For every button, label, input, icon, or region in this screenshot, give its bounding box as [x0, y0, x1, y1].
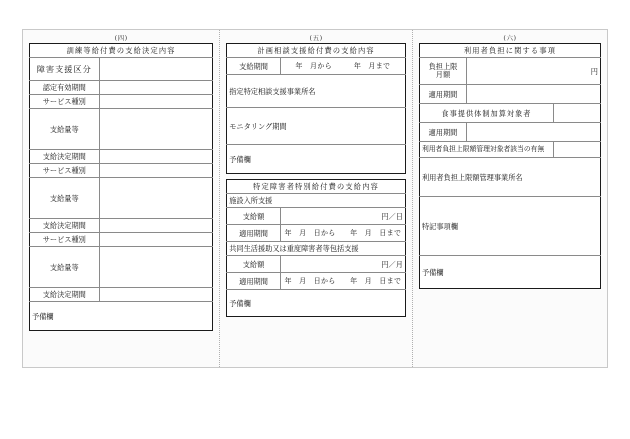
unit-yen: 円 [590, 66, 598, 76]
label-tekiyo-kikan-six-2: 適用期間 [419, 123, 466, 142]
label-yobiran-six[interactable]: 予備欄 [419, 256, 600, 289]
panel-four-title: 訓練等給付費の支給決定内容 [30, 44, 213, 58]
value-tekiyo-kikan-six-1[interactable] [467, 85, 601, 104]
table-row [30, 288, 213, 302]
unit-yen-per-day: 円／日 [381, 211, 403, 221]
value-shikyu-kettei-1[interactable] [99, 150, 213, 164]
panel-four [23, 30, 219, 367]
label-shikyuryo-1: 支給量等 [30, 109, 100, 150]
value-shikyuryo-1[interactable] [99, 109, 213, 150]
table-row [419, 104, 600, 123]
table-row [30, 178, 213, 219]
table-row [30, 302, 213, 331]
table-row [227, 145, 406, 174]
label-shikyu-kettei-2: 支給決定期間 [30, 219, 100, 233]
panel-four-number: (四) [114, 34, 128, 42]
panel-six-number: (六) [503, 34, 517, 42]
special-benefit-title: 特定障害者特別給付費の支給内容 [227, 180, 406, 194]
table-row [227, 108, 406, 145]
futan-joge-line2: 月額 [435, 70, 451, 79]
label-nintei-yuko-kikan: 認定有効期間 [30, 81, 100, 95]
table-row [30, 109, 213, 150]
table-row [419, 44, 600, 58]
tekiyo-kikan-date-template-a: 年 月 日から 年 月 日まで [284, 228, 402, 237]
value-tekiyo-kikan-a[interactable] [280, 225, 405, 242]
table-row [419, 142, 600, 158]
tekiyo-kikan-date-template-b: 年 月 日から 年 月 日まで [284, 276, 402, 285]
panel-five [219, 30, 412, 367]
value-tekiyo-kikan-six-2[interactable] [467, 123, 601, 142]
value-shikyugaku-b[interactable] [280, 256, 405, 273]
table-row [30, 81, 213, 95]
label-shikyugaku-a: 支給額 [227, 208, 281, 225]
label-kyodo-seikatsu-enjo: 共同生活援助又は重度障害者等包括支援 [227, 242, 406, 256]
value-joge-kanri-gaitou[interactable] [553, 142, 600, 158]
label-tekiyo-kikan-six-1: 適用期間 [419, 85, 466, 104]
table-row [227, 242, 406, 256]
special-benefit-table [226, 179, 406, 317]
table-row [419, 158, 600, 197]
label-shikyugaku-b: 支給額 [227, 256, 281, 273]
table-row [227, 290, 406, 317]
shikyu-kikan-date-template: 年 月から 年 月まで [295, 61, 391, 70]
table-row [30, 233, 213, 247]
label-service-shubetsu-3: サービス種別 [30, 233, 100, 247]
panel-five-number: (五) [309, 34, 323, 42]
label-shikyuryo-3: 支給量等 [30, 247, 100, 288]
user-burden-table [419, 43, 601, 289]
panel-five-title: 計画相談支援給付費の支給内容 [227, 44, 406, 58]
label-service-shubetsu-1: サービス種別 [30, 95, 100, 109]
value-service-shubetsu-1[interactable] [99, 95, 213, 109]
table-row [227, 180, 406, 194]
value-shogai-shien-kubun[interactable] [99, 58, 213, 81]
label-shitei-tokutei-sodan[interactable]: 指定特定相談支援事業所名 [227, 75, 406, 108]
table-row [30, 219, 213, 233]
table-row [227, 208, 406, 225]
value-shikyu-kettei-2[interactable] [99, 219, 213, 233]
futan-joge-line1: 負担上限 [428, 61, 458, 71]
training-benefit-table [29, 43, 213, 331]
table-row [227, 58, 406, 75]
label-shikyu-kikan: 支給期間 [227, 58, 281, 75]
label-shokuji-teikyo: 食事提供体制加算対象者 [419, 104, 553, 123]
table-row [30, 95, 213, 109]
unit-yen-per-month: 円／月 [381, 259, 403, 269]
table-row [419, 85, 600, 104]
table-row [227, 273, 406, 290]
label-joge-kanri-gaitou: 利用者負担上限額管理対象者該当の有無 [419, 142, 553, 158]
table-row [227, 194, 406, 208]
label-monitoring-kikan[interactable]: モニタリング期間 [227, 108, 406, 145]
table-row [30, 164, 213, 178]
label-tokki-jiko-ran[interactable]: 特記事項欄 [419, 197, 600, 256]
label-yobiran-five-sub[interactable]: 予備欄 [227, 290, 406, 317]
label-service-shubetsu-2: サービス種別 [30, 164, 100, 178]
value-tekiyo-kikan-b[interactable] [280, 273, 405, 290]
label-joge-kanri-jigyosho[interactable]: 利用者負担上限額管理事業所名 [419, 158, 600, 197]
plan-consult-benefit-table [226, 43, 406, 174]
value-nintei-yuko-kikan[interactable] [99, 81, 213, 95]
table-row [419, 256, 600, 289]
label-futan-joge-getsugaku [419, 58, 466, 85]
label-shogai-shien-kubun: 障害支援区分 [30, 58, 100, 81]
value-shikyuryo-2[interactable] [99, 178, 213, 219]
value-futan-joge-getsugaku[interactable] [467, 58, 601, 85]
panel-six [412, 30, 607, 367]
label-tekiyo-kikan-b: 適用期間 [227, 273, 281, 290]
label-shikyuryo-2: 支給量等 [30, 178, 100, 219]
table-row [227, 44, 406, 58]
table-row [419, 123, 600, 142]
table-row [30, 58, 213, 81]
value-shikyu-kettei-3[interactable] [99, 288, 213, 302]
table-row [30, 44, 213, 58]
value-service-shubetsu-3[interactable] [99, 233, 213, 247]
table-row [30, 150, 213, 164]
table-row [419, 197, 600, 256]
label-tekiyo-kikan-a: 適用期間 [227, 225, 281, 242]
table-row [419, 58, 600, 85]
value-shikyugaku-a[interactable] [280, 208, 405, 225]
value-shokuji-teikyo[interactable] [553, 104, 600, 123]
table-row [227, 75, 406, 108]
table-row [227, 256, 406, 273]
label-yobiran-five[interactable]: 予備欄 [227, 145, 406, 174]
label-shikyu-kettei-3: 支給決定期間 [30, 288, 100, 302]
table-row [30, 247, 213, 288]
form-sheet [22, 29, 608, 368]
label-shikyu-kettei-1: 支給決定期間 [30, 150, 100, 164]
panel-six-title: 利用者負担に関する事項 [419, 44, 600, 58]
value-shikyu-kikan[interactable] [280, 58, 405, 75]
value-service-shubetsu-2[interactable] [99, 164, 213, 178]
label-shisetsu-nyusho-shien: 施設入所支援 [227, 194, 406, 208]
value-shikyuryo-3[interactable] [99, 247, 213, 288]
table-row [227, 225, 406, 242]
label-yobiran-four[interactable]: 予備欄 [30, 302, 213, 331]
